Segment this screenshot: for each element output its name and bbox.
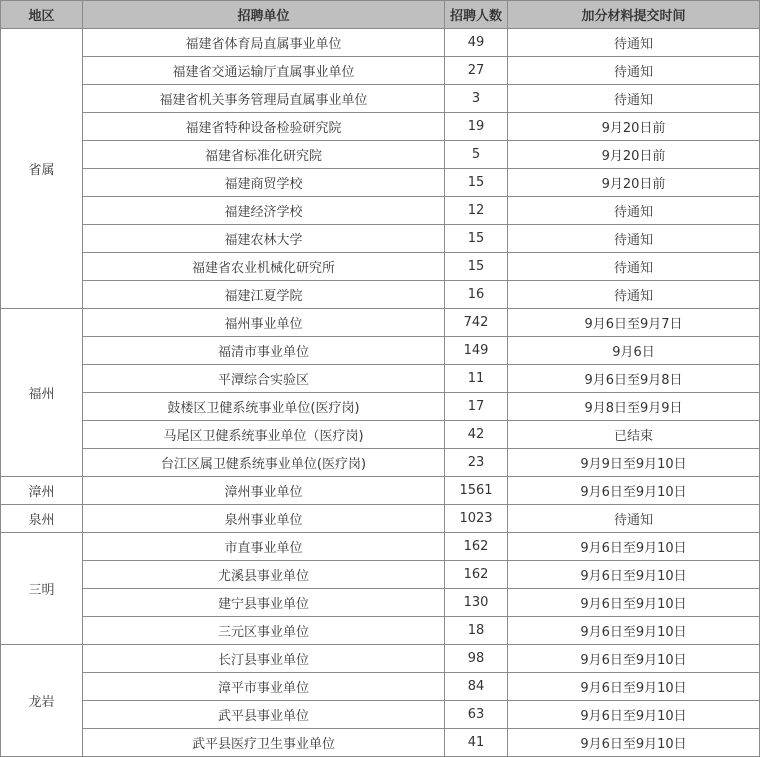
table-row (1, 113, 760, 141)
header-unit: 招聘单位 (83, 1, 445, 29)
region-cell: 泉州 (1, 505, 83, 533)
count-cell: 63 (445, 701, 508, 729)
deadline-cell: 9月6日至9月10日 (508, 673, 760, 701)
deadline-cell: 9月6日至9月10日 (508, 589, 760, 617)
count-cell: 27 (445, 57, 508, 85)
unit-cell: 福建省特种设备检验研究院 (83, 113, 445, 141)
region-cell: 龙岩 (1, 645, 83, 757)
table-row (1, 645, 760, 673)
deadline-cell: 9月6日至9月8日 (508, 365, 760, 393)
table-row (1, 57, 760, 85)
unit-cell: 平潭综合实验区 (83, 365, 445, 393)
table-row (1, 673, 760, 701)
unit-cell: 三元区事业单位 (83, 617, 445, 645)
deadline-cell: 9月6日至9月10日 (508, 729, 760, 757)
deadline-cell: 9月6日至9月10日 (508, 701, 760, 729)
unit-cell: 尤溪县事业单位 (83, 561, 445, 589)
unit-cell: 市直事业单位 (83, 533, 445, 561)
deadline-cell: 9月6日 (508, 337, 760, 365)
deadline-cell: 待通知 (508, 505, 760, 533)
unit-cell: 武平县医疗卫生事业单位 (83, 729, 445, 757)
deadline-cell: 9月6日至9月10日 (508, 533, 760, 561)
count-cell: 17 (445, 393, 508, 421)
deadline-cell: 待通知 (508, 29, 760, 57)
count-cell: 3 (445, 85, 508, 113)
count-cell: 49 (445, 29, 508, 57)
unit-cell: 建宁县事业单位 (83, 589, 445, 617)
unit-cell: 泉州事业单位 (83, 505, 445, 533)
count-cell: 15 (445, 169, 508, 197)
deadline-cell: 9月20日前 (508, 141, 760, 169)
table-row (1, 365, 760, 393)
table-row (1, 197, 760, 225)
count-cell: 15 (445, 253, 508, 281)
unit-cell: 福建省机关事务管理局直属事业单位 (83, 85, 445, 113)
count-cell: 23 (445, 449, 508, 477)
table-row (1, 589, 760, 617)
count-cell: 19 (445, 113, 508, 141)
unit-cell: 漳平市事业单位 (83, 673, 445, 701)
deadline-cell: 9月6日至9月7日 (508, 309, 760, 337)
unit-cell: 台江区属卫健系统事业单位(医疗岗) (83, 449, 445, 477)
table-row (1, 309, 760, 337)
deadline-cell: 待通知 (508, 85, 760, 113)
header-count: 招聘人数 (445, 1, 508, 29)
deadline-cell: 9月6日至9月10日 (508, 645, 760, 673)
unit-cell: 福建江夏学院 (83, 281, 445, 309)
count-cell: 162 (445, 561, 508, 589)
table-header (1, 1, 760, 29)
unit-cell: 福建省标准化研究院 (83, 141, 445, 169)
deadline-cell: 待通知 (508, 57, 760, 85)
deadline-cell: 9月6日至9月10日 (508, 477, 760, 505)
table-row (1, 337, 760, 365)
deadline-cell: 9月20日前 (508, 113, 760, 141)
unit-cell: 福建商贸学校 (83, 169, 445, 197)
deadline-cell: 待通知 (508, 281, 760, 309)
table-row (1, 701, 760, 729)
unit-cell: 福建农林大学 (83, 225, 445, 253)
count-cell: 130 (445, 589, 508, 617)
deadline-cell: 已结束 (508, 421, 760, 449)
deadline-cell: 9月6日至9月10日 (508, 561, 760, 589)
table-row (1, 617, 760, 645)
region-cell: 省属 (1, 29, 83, 309)
count-cell: 5 (445, 141, 508, 169)
count-cell: 742 (445, 309, 508, 337)
unit-cell: 福建省体育局直属事业单位 (83, 29, 445, 57)
unit-cell: 鼓楼区卫健系统事业单位(医疗岗) (83, 393, 445, 421)
table-row (1, 225, 760, 253)
header-region: 地区 (1, 1, 83, 29)
unit-cell: 福清市事业单位 (83, 337, 445, 365)
unit-cell: 漳州事业单位 (83, 477, 445, 505)
table-row (1, 533, 760, 561)
count-cell: 41 (445, 729, 508, 757)
table-row (1, 393, 760, 421)
table-row (1, 141, 760, 169)
table-row (1, 477, 760, 505)
unit-cell: 福建经济学校 (83, 197, 445, 225)
count-cell: 162 (445, 533, 508, 561)
unit-cell: 长汀县事业单位 (83, 645, 445, 673)
count-cell: 15 (445, 225, 508, 253)
deadline-cell: 9月20日前 (508, 169, 760, 197)
header-row (1, 1, 760, 29)
table-row (1, 561, 760, 589)
table-row (1, 449, 760, 477)
deadline-cell: 待通知 (508, 225, 760, 253)
table-row (1, 85, 760, 113)
unit-cell: 福建省农业机械化研究所 (83, 253, 445, 281)
deadline-cell: 9月6日至9月10日 (508, 617, 760, 645)
table-row (1, 505, 760, 533)
count-cell: 12 (445, 197, 508, 225)
count-cell: 98 (445, 645, 508, 673)
region-cell: 漳州 (1, 477, 83, 505)
table-row (1, 729, 760, 757)
count-cell: 11 (445, 365, 508, 393)
unit-cell: 福州事业单位 (83, 309, 445, 337)
count-cell: 18 (445, 617, 508, 645)
count-cell: 1561 (445, 477, 508, 505)
unit-cell: 福建省交通运输厅直属事业单位 (83, 57, 445, 85)
count-cell: 42 (445, 421, 508, 449)
table-body (1, 29, 760, 757)
count-cell: 1023 (445, 505, 508, 533)
deadline-cell: 9月9日至9月10日 (508, 449, 760, 477)
region-cell: 三明 (1, 533, 83, 645)
region-cell: 福州 (1, 309, 83, 477)
table-row (1, 421, 760, 449)
deadline-cell: 待通知 (508, 197, 760, 225)
table-row (1, 29, 760, 57)
table-row (1, 281, 760, 309)
count-cell: 149 (445, 337, 508, 365)
deadline-cell: 待通知 (508, 253, 760, 281)
count-cell: 84 (445, 673, 508, 701)
unit-cell: 武平县事业单位 (83, 701, 445, 729)
unit-cell: 马尾区卫健系统事业单位（医疗岗) (83, 421, 445, 449)
count-cell: 16 (445, 281, 508, 309)
header-deadline: 加分材料提交时间 (508, 1, 760, 29)
table-row (1, 169, 760, 197)
deadline-cell: 9月8日至9月9日 (508, 393, 760, 421)
table-row (1, 253, 760, 281)
